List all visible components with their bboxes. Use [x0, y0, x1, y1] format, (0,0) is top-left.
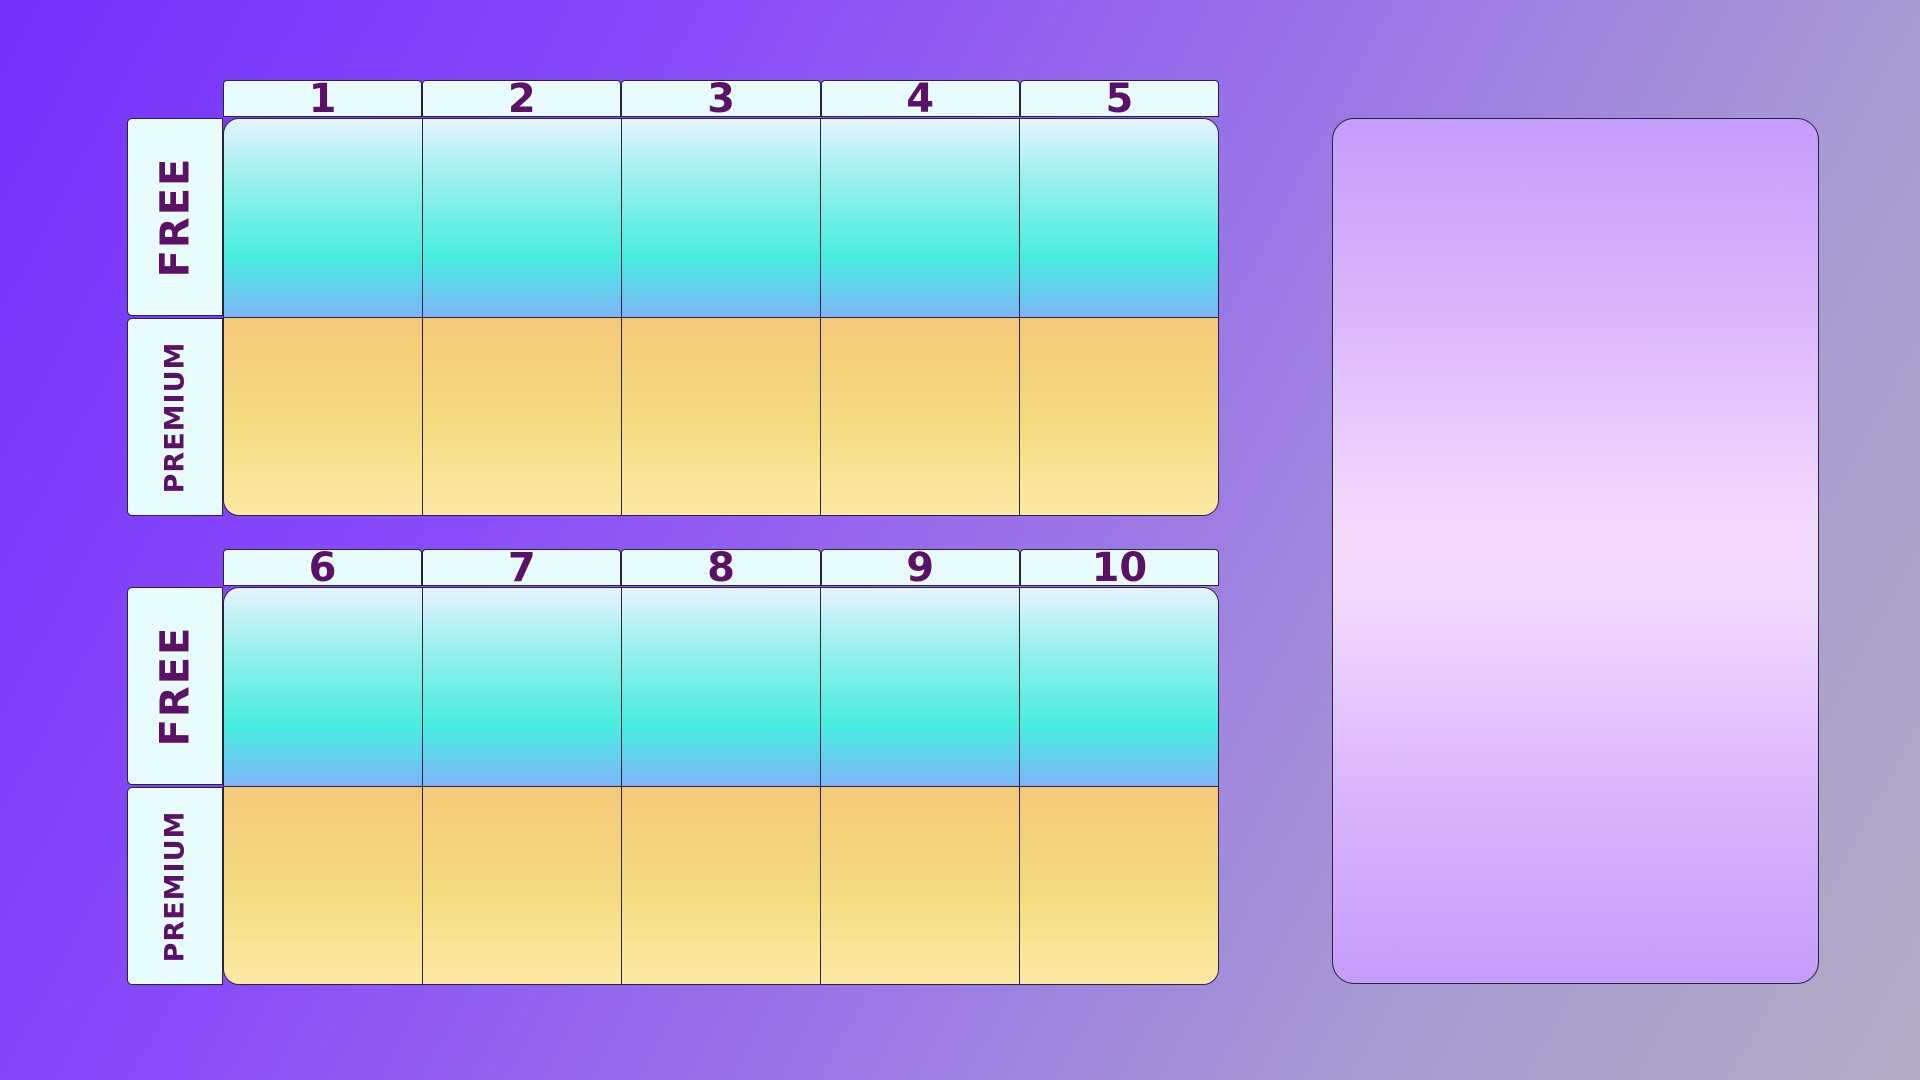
premium-label-text: PREMIUM — [159, 810, 191, 962]
free-reward-slot-1[interactable] — [224, 119, 423, 317]
premium-reward-slot-9[interactable] — [821, 787, 1020, 985]
free-track-label — [127, 587, 223, 785]
premium-reward-slot-6[interactable] — [224, 787, 423, 985]
premium-track-label — [127, 318, 223, 516]
free-reward-slot-9[interactable] — [821, 588, 1020, 786]
premium-track-label — [127, 787, 223, 985]
tier-number: 5 — [1020, 80, 1219, 117]
premium-reward-slot-2[interactable] — [423, 318, 622, 516]
free-reward-slot-8[interactable] — [622, 588, 821, 786]
premium-reward-slot-1[interactable] — [224, 318, 423, 516]
tier-number: 4 — [821, 80, 1020, 117]
reward-grid — [223, 587, 1219, 985]
free-reward-slot-7[interactable] — [423, 588, 622, 786]
tier-grid-page-1 — [127, 80, 1219, 516]
tier-number-row — [223, 80, 1219, 118]
premium-reward-slot-8[interactable] — [622, 787, 821, 985]
tier-grid-page-2 — [127, 549, 1219, 985]
premium-reward-slot-4[interactable] — [821, 318, 1020, 516]
free-reward-slot-4[interactable] — [821, 119, 1020, 317]
free-label-text: FREE — [152, 156, 198, 278]
tier-number: 2 — [422, 80, 621, 117]
tier-number: 6 — [223, 549, 422, 586]
tier-number: 9 — [821, 549, 1020, 586]
free-reward-row — [224, 588, 1218, 787]
premium-reward-slot-10[interactable] — [1020, 787, 1218, 985]
premium-label-text: PREMIUM — [159, 341, 191, 493]
tier-number: 8 — [621, 549, 820, 586]
tier-number: 3 — [621, 80, 820, 117]
tier-number: 10 — [1020, 549, 1219, 586]
premium-reward-slot-7[interactable] — [423, 787, 622, 985]
free-reward-row — [224, 119, 1218, 318]
tier-number: 7 — [422, 549, 621, 586]
premium-reward-slot-3[interactable] — [622, 318, 821, 516]
reward-grid — [223, 118, 1219, 516]
premium-reward-row — [224, 787, 1218, 985]
free-reward-slot-6[interactable] — [224, 588, 423, 786]
tier-number-row — [223, 549, 1219, 587]
free-reward-slot-5[interactable] — [1020, 119, 1218, 317]
free-reward-slot-3[interactable] — [622, 119, 821, 317]
free-reward-slot-10[interactable] — [1020, 588, 1218, 786]
reward-preview-panel — [1332, 118, 1819, 984]
free-reward-slot-2[interactable] — [423, 119, 622, 317]
free-track-label — [127, 118, 223, 316]
premium-reward-slot-5[interactable] — [1020, 318, 1218, 516]
free-label-text: FREE — [152, 625, 198, 747]
tier-number: 1 — [223, 80, 422, 117]
premium-reward-row — [224, 318, 1218, 516]
